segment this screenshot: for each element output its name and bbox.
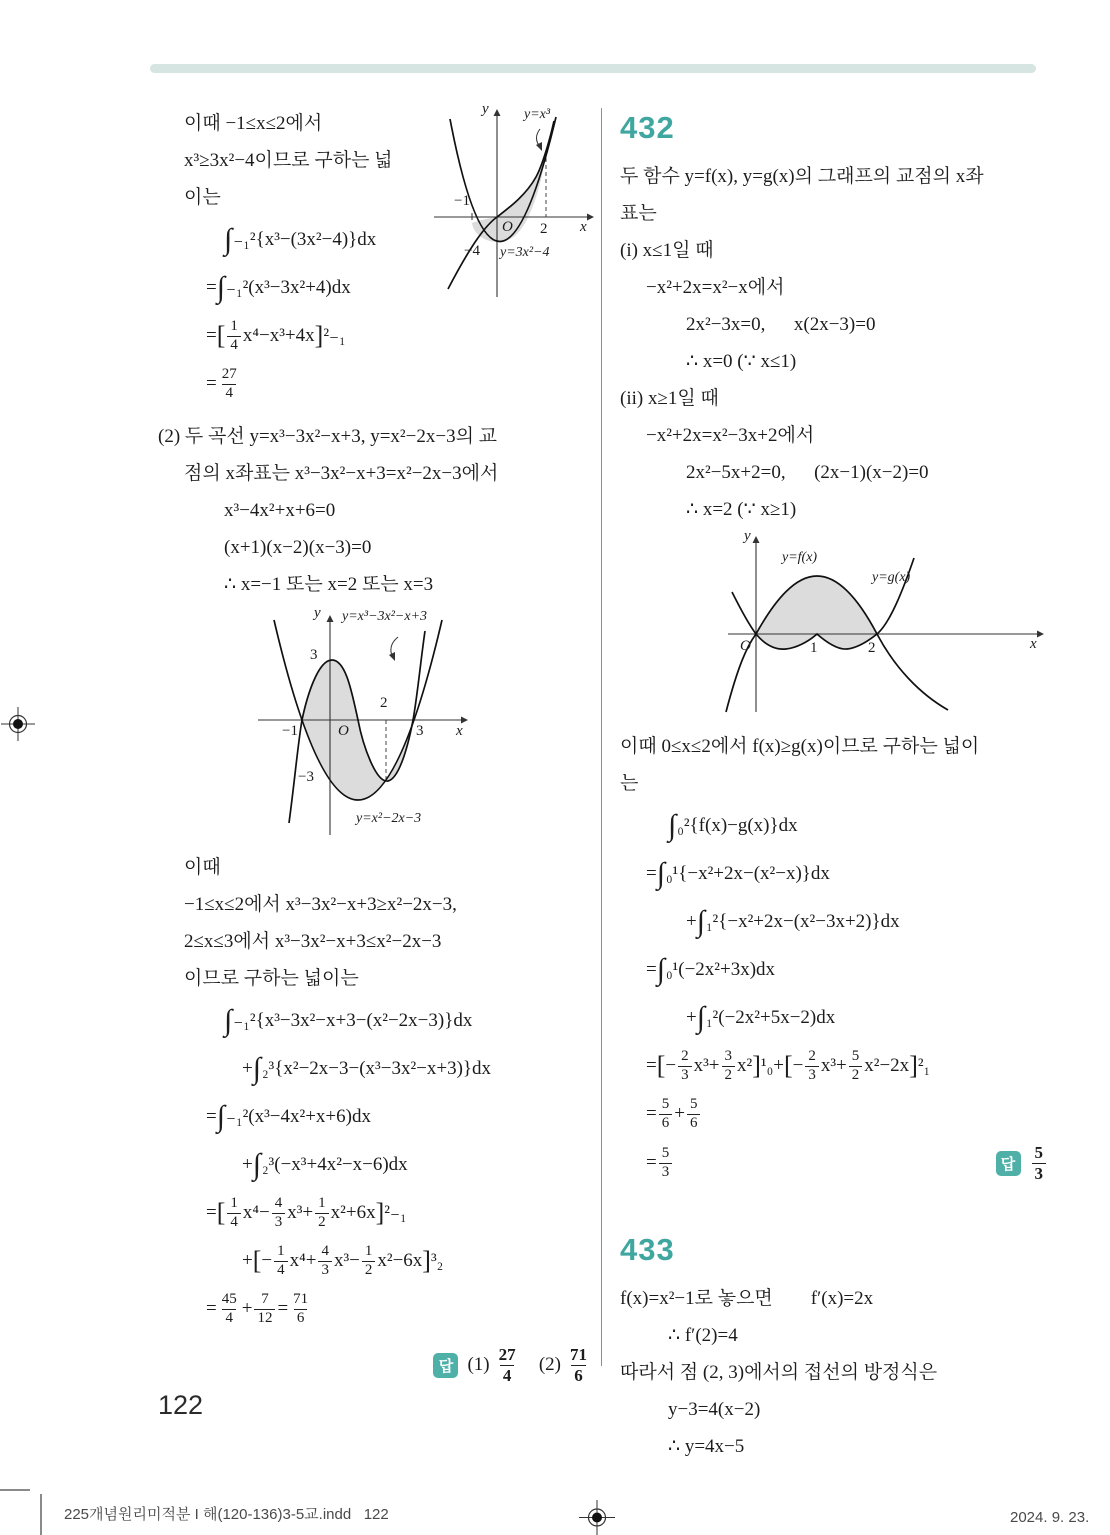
p432-math (620, 802, 1050, 1138)
p432-case1 (620, 232, 1050, 380)
solution-text-line: −1≤x≤2에서 x³−3x²−x+3≥x²−2x−3, (184, 894, 457, 915)
graph2-label-3-yaxis: 3 (310, 647, 318, 663)
footer-date: 2024. 9. 23. (1010, 1509, 1090, 1526)
solution-part1 (158, 101, 598, 408)
graph1-label-neg4: −4 (464, 243, 480, 259)
math-line: ∫ ₋₁²{x³−3x²−x+3−(x²−2x−3)}dx (224, 1004, 473, 1037)
right-column (620, 108, 1050, 1465)
solution-text-line: ∴ x=0 (∵ x≤1) (686, 351, 797, 372)
solution-text-line: 이므로 구하는 넓이는 (184, 968, 359, 989)
math-line: = [ $\frac{1}{4}$ x⁴− $\frac{4}{3}$ x³+ $\frac{1}{2}$ x²+6x ] ²₋₁ (206, 1195, 407, 1230)
answer-values: (1) $\frac{27}{4}$ (2) $\frac{71}{6}$ (467, 1345, 587, 1385)
solution-text-line: 두 함수 y=f(x), y=g(x)의 그래프의 교점의 x좌 (620, 166, 984, 187)
part2-equations (158, 492, 598, 603)
solution-text-line: (2) 두 곡선 y=x³−3x²−x+3, y=x²−2x−3의 교 (158, 426, 498, 447)
graph2-label-x-axis: x (456, 723, 463, 739)
math-line: = [ $\frac{1}{4}$ x⁴−x³+4x ] ²₋₁ (206, 318, 346, 353)
math-line: ∫ ₋₁²{x³−(3x²−4)}dx (224, 223, 377, 256)
p432-post-text (620, 728, 1050, 802)
solution-text-line: x³≥3x²−4이므로 구하는 넓 (184, 150, 393, 171)
part2-math (158, 997, 598, 1333)
graph2-label-neg3: −3 (298, 769, 314, 785)
p432-case2 (620, 380, 1050, 528)
solution-text-line: −x²+2x=x²−3x+2에서 (646, 425, 815, 446)
graph2-label-2: 2 (380, 695, 388, 711)
part1-text (158, 105, 426, 216)
p432-intro (620, 158, 1050, 232)
y-axis-arrow (327, 615, 334, 622)
solution-text-line: 2x²−3x=0, x(2x−3)=0 (686, 314, 876, 335)
shaded-region (756, 576, 877, 649)
graph3-label-y-axis: y (744, 528, 751, 544)
graph2-label-y-axis: y (314, 605, 321, 621)
solution-text-line: (i) x≤1일 때 (620, 240, 714, 261)
math-line: = $\frac{5}{6}$ + $\frac{5}{6}$ (620, 1090, 1050, 1138)
p433-solution (620, 1280, 1050, 1465)
graph-cubic-vs-parabola (250, 605, 480, 841)
crop-mark-vertical (40, 1494, 42, 1535)
part2-mid-text (158, 849, 598, 997)
math-line: = $\frac{27}{4}$ (206, 366, 237, 401)
solution-text-line: ∴ f′(2)=4 (668, 1325, 738, 1346)
problem-433-heading: 433 (620, 1232, 675, 1267)
registration-mark-left (0, 706, 36, 742)
graph3-label-origin: O (740, 638, 751, 654)
problem-432-heading: 432 (620, 110, 675, 145)
equation-line: ∴ x=−1 또는 x=2 또는 x=3 (224, 574, 434, 595)
footer-filename: 225개념원리미적분 I 해(120-136)3-5교.indd 122 (64, 1506, 389, 1523)
shaded-region-2 (386, 720, 414, 781)
graph2-label-3-xaxis: 3 (416, 723, 424, 739)
graph2-label-curve-parabola: y=x²−2x−3 (356, 811, 422, 826)
math-line: + [ − $\frac{1}{4}$ x⁴+ $\frac{4}{3}$ x³− $\frac{1}{2}$ x²−6x ] ³₂ (242, 1243, 444, 1278)
graph2-label-curve-cubic: y=x³−3x²−x+3 (342, 609, 428, 624)
solution-text-line: 2x²−5x+2=0, (2x−1)(x−2)=0 (686, 462, 929, 483)
math-line: = ∫ ₋₁²(x³−3x²+4)dx (206, 271, 351, 304)
answer-badge: 답 (996, 1151, 1021, 1176)
solution-text-line: (ii) x≥1일 때 (620, 388, 719, 409)
graph3-label-2: 2 (868, 640, 876, 656)
top-accent-bar (150, 64, 1036, 73)
solution-text-line: 표는 (620, 203, 657, 224)
solution-part2 (158, 418, 598, 1385)
solution-text-line: 이때 −1≤x≤2에서 (184, 113, 323, 134)
graph2-label-neg1: −1 (282, 723, 298, 739)
graph1-label-y-axis: y (482, 101, 489, 117)
left-column (158, 101, 598, 1385)
graph1-label-curve-x3: y=x³ (524, 107, 551, 122)
graph1-label-origin: O (502, 219, 513, 235)
solution-text-line: −x²+2x=x²−x에서 (646, 277, 785, 298)
solution-text-line: ∴ y=4x−5 (668, 1436, 745, 1457)
graph1-label-2: 2 (540, 221, 548, 237)
math-line: = ∫ ₀¹{−x²+2x−(x²−x)}dx (646, 857, 830, 890)
answer-row-431 (158, 1345, 598, 1385)
final-equation: = $\frac{5}{3}$ (620, 1145, 674, 1181)
math-line: + ∫ ₁²{−x²+2x−(x²−3x+2)}dx (686, 905, 900, 938)
solution-text-line: 2≤x≤3에서 x³−3x²−x+3≤x²−2x−3 (184, 931, 442, 952)
equation-line: (x+1)(x−2)(x−3)=0 (224, 537, 372, 558)
graph2-label-origin: O (338, 723, 349, 739)
solution-text-line: 따라서 점 (2, 3)에서의 접선의 방정식은 (620, 1362, 938, 1383)
math-line: + ∫ ₁²(−2x²+5x−2)dx (686, 1001, 836, 1034)
y-axis-arrow (494, 109, 501, 116)
graph3-label-x-axis: x (1030, 636, 1037, 652)
part2-intro (158, 418, 598, 492)
solution-text-line: 이때 (184, 857, 221, 878)
answer-badge: 답 (433, 1353, 458, 1378)
solution-text-line: 는 (620, 773, 639, 794)
registration-mark-bottom (578, 1500, 616, 1535)
solution-text-line: ∴ x=2 (∵ x≥1) (686, 499, 797, 520)
math-line: + ∫ ₂³{x²−2x−3−(x³−3x²−x+3)}dx (242, 1052, 492, 1085)
solution-text-line: 이는 (184, 187, 221, 208)
graph1-label-neg1: −1 (454, 193, 470, 209)
math-line: ∫ ₀²{f(x)−g(x)}dx (668, 809, 798, 842)
math-line: + ∫ ₂³(−x³+4x²−x−6)dx (242, 1148, 408, 1181)
graph1-label-curve-parabola: y=3x²−4 (500, 245, 550, 260)
equation-line: x³−4x²+x+6=0 (224, 500, 336, 521)
crop-mark-horizontal (0, 1489, 30, 1491)
solution-text-line: y−3=4(x−2) (668, 1399, 761, 1420)
solution-text-line: f(x)=x²−1로 놓으면 f′(x)=2x (620, 1288, 874, 1309)
label-pointer-head (389, 652, 395, 661)
graph3-svg (720, 536, 1055, 718)
solution-text-line: 점의 x좌표는 x³−3x²−x+3=x²−2x−3에서 (184, 463, 499, 484)
solution-text-line: 이때 0≤x≤2에서 f(x)≥g(x)이므로 구하는 넓이 (620, 736, 980, 757)
math-line: = $\frac{45}{4}$ + $\frac{7}{12}$ = $\frac{71}{6}$ (206, 1291, 309, 1326)
answer-value: $\frac{5}{3}$ (1030, 1143, 1049, 1183)
x-axis-arrow (1037, 631, 1044, 638)
label-pointer-head (536, 142, 542, 151)
math-line: = ∫ ₋₁²(x³−4x²+x+6)dx (206, 1100, 371, 1133)
graph-f-vs-g (720, 528, 1055, 718)
answer-group (996, 1143, 1051, 1183)
page-number: 122 (158, 1390, 204, 1420)
graph3-label-1: 1 (810, 640, 818, 656)
graph1-label-x-axis: x (580, 219, 587, 235)
math-line: = ∫ ₀¹(−2x²+3x)dx (646, 953, 776, 986)
graph3-label-g: y=g(x) (872, 570, 911, 585)
x-axis-arrow (587, 214, 594, 221)
math-line: = [ − $\frac{2}{3}$ x³+ $\frac{3}{2}$ x² ] ¹₀+ [ − $\frac{2}{3}$ x³+ $\frac{5}{2}$ x²−2x ] ²₁ (646, 1048, 931, 1083)
graph-x3-vs-parabola (428, 101, 596, 299)
y-axis-arrow (753, 536, 760, 543)
answer-row-432 (620, 1138, 1050, 1188)
column-divider (601, 108, 602, 1366)
graph3-label-f: y=f(x) (782, 550, 818, 565)
